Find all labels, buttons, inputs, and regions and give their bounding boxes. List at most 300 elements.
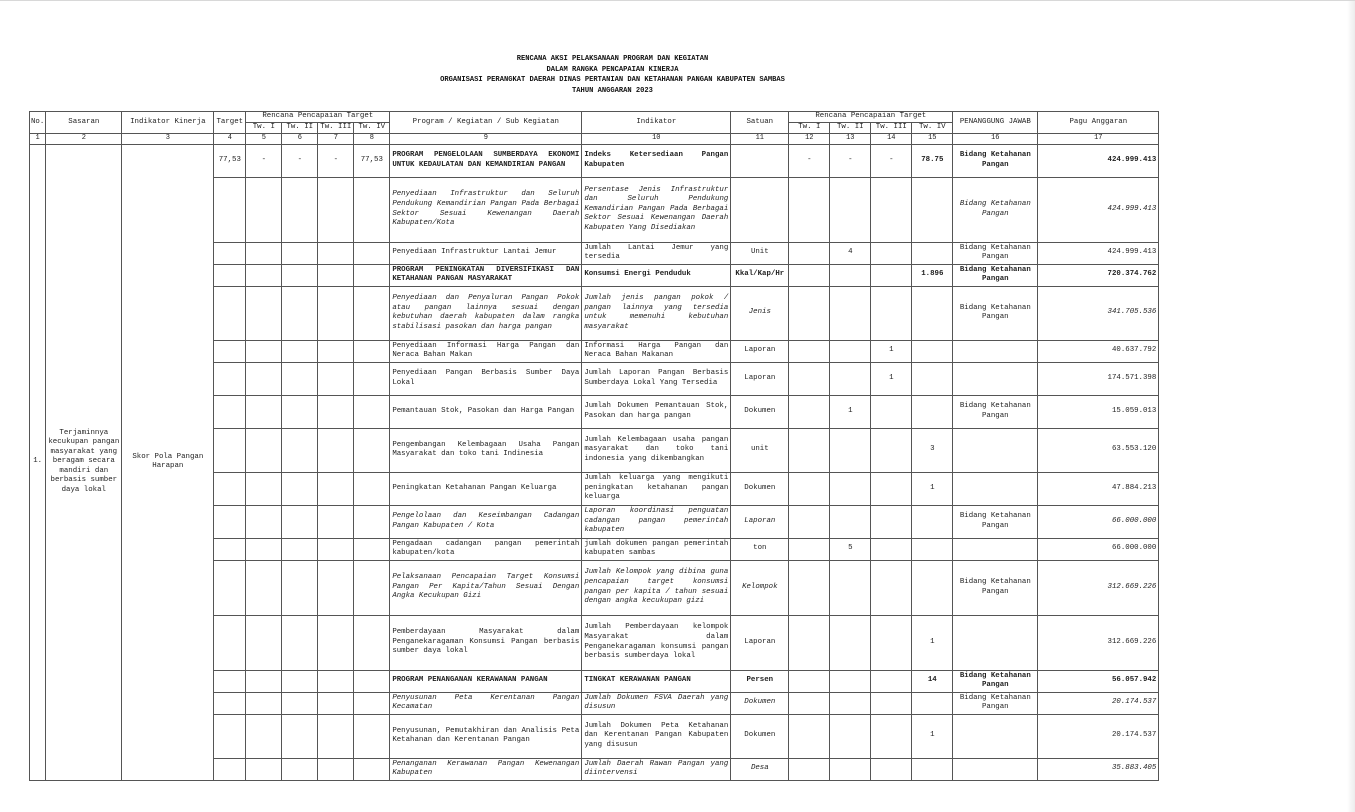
column-number: 3 [122, 134, 214, 145]
plan-tw3-cell [871, 395, 912, 428]
tw1-cell [246, 177, 282, 242]
plan-tw1-cell [789, 692, 830, 714]
tw1-cell [246, 505, 282, 538]
column-number: 12 [789, 134, 830, 145]
satuan-cell: Laporan [731, 340, 789, 362]
penanggung-jawab-cell: Bidang Ketahanan Pangan [953, 560, 1038, 615]
plan-tw3-cell: 1 [871, 362, 912, 395]
row-no: 1. [30, 144, 46, 780]
pagu-cell: 174.571.398 [1038, 362, 1159, 395]
tw4-cell [354, 264, 390, 286]
header-no: No. [30, 112, 46, 134]
penanggung-jawab-cell [953, 538, 1038, 560]
satuan-cell: Unit [731, 242, 789, 264]
pagu-cell: 66.000.000 [1038, 505, 1159, 538]
target-cell [214, 560, 246, 615]
plan-tw4-cell [912, 758, 953, 780]
plan-tw1-cell [789, 670, 830, 692]
tw1-cell [246, 538, 282, 560]
plan-tw1-cell [789, 560, 830, 615]
plan-tw2-cell: 1 [830, 395, 871, 428]
column-number-row [30, 134, 1159, 145]
column-number: 6 [282, 134, 318, 145]
program-cell: Penyediaan dan Penyaluran Pangan Pokok atau pangan lainnya sesuai dengan kebutuhan daerah kabupaten dalam rangka stabilisasi pasokan dan harga pangan [390, 286, 582, 340]
pagu-cell: 56.057.942 [1038, 670, 1159, 692]
tw2-cell [282, 615, 318, 670]
plan-tw4-cell [912, 395, 953, 428]
plan-tw1-cell [789, 362, 830, 395]
penanggung-jawab-cell [953, 472, 1038, 505]
plan-tw1-cell [789, 538, 830, 560]
satuan-cell: Desa [731, 758, 789, 780]
tw4-cell [354, 177, 390, 242]
satuan-cell: Dokumen [731, 472, 789, 505]
indikator-cell: Persentase Jenis Infrastruktur dan Seluruh Pendukung Kemandirian Pangan Pada Berbagai Sektor Sesuai Kewenangan Daerah Kabupaten Yang Disediakan [582, 177, 731, 242]
satuan-cell: Laporan [731, 505, 789, 538]
plan-tw1-cell [789, 242, 830, 264]
tw2-cell [282, 395, 318, 428]
program-cell: Pelaksanaan Pencapaian Target Konsumsi Pangan Per Kapita/Tahun Sesuai Dengan Angka Kecukupan Gizi [390, 560, 582, 615]
title-line-1: RENCANA AKSI PELAKSANAAN PROGRAM DAN KEGIATAN [516, 55, 709, 63]
pagu-cell: 15.059.013 [1038, 395, 1159, 428]
indikator-cell: Jumlah Dokumen Pemantauan Stok, Pasokan dan harga pangan [582, 395, 731, 428]
pagu-cell: 20.174.537 [1038, 692, 1159, 714]
plan-tw1-cell [789, 472, 830, 505]
penanggung-jawab-cell: Bidang Ketahanan Pangan [953, 177, 1038, 242]
plan-tw2-cell: - [830, 144, 871, 177]
indikator-cell: Jumlah Lantai Jemur yang tersedia [582, 242, 731, 264]
tw2-cell: - [282, 144, 318, 177]
program-cell: Penyediaan Infrastruktur Lantai Jemur [390, 242, 582, 264]
satuan-cell: Dokumen [731, 692, 789, 714]
plan-tw2-cell: 4 [830, 242, 871, 264]
plan-tw2-cell [830, 560, 871, 615]
tw4-cell [354, 692, 390, 714]
tw3-cell [318, 560, 354, 615]
plan-tw2-cell [830, 362, 871, 395]
plan-tw1-cell [789, 395, 830, 428]
plan-tw2-cell [830, 670, 871, 692]
tw1-cell [246, 472, 282, 505]
header-indikator-kinerja: Indikator Kinerja [122, 112, 214, 134]
tw4-cell [354, 340, 390, 362]
indikator-cell: Jumlah Laporan Pangan Berbasis Sumberdaya Lokal Yang Tersedia [582, 362, 731, 395]
penanggung-jawab-cell [953, 340, 1038, 362]
program-cell: PROGRAM PENINGKATAN DIVERSIFIKASI DAN KETAHANAN PANGAN MASYARAKAT [390, 264, 582, 286]
satuan-cell: Jenis [731, 286, 789, 340]
target-cell [214, 538, 246, 560]
program-cell: Penyediaan Informasi Harga Pangan dan Neraca Bahan Makan [390, 340, 582, 362]
indikator-cell: Jumlah jenis pangan pokok / pangan lainnya yang tersedia untuk memenuhi kebutuhan masyarakat [582, 286, 731, 340]
plan-tw4-cell: 1 [912, 472, 953, 505]
tw2-cell [282, 560, 318, 615]
target-cell [214, 177, 246, 242]
tw2-cell [282, 340, 318, 362]
plan-tw1-cell [789, 428, 830, 472]
plan-tw3-cell [871, 505, 912, 538]
plan-tw4-cell [912, 242, 953, 264]
table-row [30, 144, 1159, 177]
plan-tw2-cell [830, 714, 871, 758]
plan-tw4-cell: 14 [912, 670, 953, 692]
program-cell: Pengembangan Kelembagaan Usaha Pangan Masyarakat dan toko tani Indinesia [390, 428, 582, 472]
tw2-cell [282, 177, 318, 242]
plan-tw3-cell [871, 758, 912, 780]
target-cell [214, 428, 246, 472]
plan-tw3-cell [871, 714, 912, 758]
indikator-cell: Informasi Harga Pangan dan Neraca Bahan Makanan [582, 340, 731, 362]
tw3-cell [318, 340, 354, 362]
plan-tw3-cell [871, 286, 912, 340]
column-number: 10 [582, 134, 731, 145]
header-tw: Tw. IV [354, 123, 390, 134]
indikator-cell: Jumlah Dokumen Peta Ketahanan dan Kerentanan Pangan Kabupaten yang disusun [582, 714, 731, 758]
indikator-cell: Jumlah Dokumen FSVA Daerah yang disusun [582, 692, 731, 714]
indikator-cell: Jumlah keluarga yang mengikuti peningkatan ketahanan pangan keluarga [582, 472, 731, 505]
pagu-cell: 20.174.537 [1038, 714, 1159, 758]
sasaran-cell: Terjaminnya kecukupan pangan masyarakat yang beragam secara mandiri dan berbasis sumber daya lokal [46, 144, 122, 780]
tw3-cell [318, 505, 354, 538]
column-number: 5 [246, 134, 282, 145]
pagu-cell: 35.883.405 [1038, 758, 1159, 780]
header-tw: Tw. II [830, 123, 871, 134]
satuan-cell: Laporan [731, 615, 789, 670]
tw3-cell [318, 395, 354, 428]
header-tw: Tw. I [789, 123, 830, 134]
column-number: 14 [871, 134, 912, 145]
tw1-cell [246, 362, 282, 395]
program-cell: Penyusunan Peta Kerentanan Pangan Kecamatan [390, 692, 582, 714]
header-target: Target [214, 112, 246, 134]
satuan-cell [731, 144, 789, 177]
tw3-cell [318, 615, 354, 670]
tw1-cell [246, 560, 282, 615]
header-pagu-anggaran: Pagu Anggaran [1038, 112, 1159, 134]
tw4-cell [354, 242, 390, 264]
plan-tw1-cell [789, 286, 830, 340]
satuan-cell: Kelompok [731, 560, 789, 615]
plan-tw2-cell [830, 505, 871, 538]
indikator-cell: TINGKAT KERAWANAN PANGAN [582, 670, 731, 692]
plan-tw4-cell [912, 538, 953, 560]
plan-tw3-cell [871, 242, 912, 264]
pagu-cell: 63.553.120 [1038, 428, 1159, 472]
tw2-cell [282, 758, 318, 780]
plan-tw1-cell: - [789, 144, 830, 177]
plan-tw1-cell [789, 264, 830, 286]
header-rencana-pencapaian: Rencana Pencapaian Target [246, 112, 390, 123]
tw3-cell [318, 758, 354, 780]
tw1-cell [246, 758, 282, 780]
plan-tw1-cell [789, 340, 830, 362]
plan-tw1-cell [789, 505, 830, 538]
indikator-cell: jumlah dokumen pangan pemerintah kabupaten sambas [582, 538, 731, 560]
pagu-cell: 720.374.762 [1038, 264, 1159, 286]
tw4-cell: 77,53 [354, 144, 390, 177]
header-satuan: Satuan [731, 112, 789, 134]
indikator-cell: Jumlah Pemberdayaan kelompok Masyarakat dalam Penganekaragaman konsumsi pangan berbasis sumberdaya lokal [582, 615, 731, 670]
pagu-cell: 424.999.413 [1038, 242, 1159, 264]
header-tw: Tw. IV [912, 123, 953, 134]
penanggung-jawab-cell [953, 714, 1038, 758]
tw2-cell [282, 242, 318, 264]
tw2-cell [282, 286, 318, 340]
tw2-cell [282, 362, 318, 395]
plan-tw2-cell [830, 264, 871, 286]
plan-tw2-cell [830, 615, 871, 670]
target-cell [214, 362, 246, 395]
plan-tw1-cell [789, 177, 830, 242]
column-number: 8 [354, 134, 390, 145]
rencana-aksi-table [29, 111, 1159, 781]
plan-tw2-cell [830, 758, 871, 780]
target-cell [214, 615, 246, 670]
header-sasaran: Sasaran [46, 112, 122, 134]
plan-tw4-cell [912, 362, 953, 395]
target-cell [214, 340, 246, 362]
tw4-cell [354, 286, 390, 340]
tw2-cell [282, 264, 318, 286]
program-cell: Penyediaan Pangan Berbasis Sumber Daya Lokal [390, 362, 582, 395]
plan-tw2-cell: 5 [830, 538, 871, 560]
penanggung-jawab-cell: Bidang Ketahanan Pangan [953, 505, 1038, 538]
pagu-cell: 424.999.413 [1038, 177, 1159, 242]
title-line-3: ORGANISASI PERANGKAT DAERAH DINAS PERTANIAN DAN KETAHANAN PANGAN KABUPATEN SAMBAS [440, 76, 785, 85]
tw4-cell [354, 505, 390, 538]
program-cell: Pemantauan Stok, Pasokan dan Harga Pangan [390, 395, 582, 428]
plan-tw2-cell [830, 177, 871, 242]
plan-tw4-cell: 1 [912, 714, 953, 758]
plan-tw2-cell [830, 692, 871, 714]
plan-tw2-cell [830, 428, 871, 472]
target-cell [214, 286, 246, 340]
tw3-cell [318, 428, 354, 472]
target-cell [214, 692, 246, 714]
target-cell: 77,53 [214, 144, 246, 177]
tw1-cell [246, 428, 282, 472]
penanggung-jawab-cell: Bidang Ketahanan Pangan [953, 144, 1038, 177]
target-cell [214, 505, 246, 538]
tw2-cell [282, 538, 318, 560]
column-number: 2 [46, 134, 122, 145]
plan-tw3-cell: 1 [871, 340, 912, 362]
pagu-cell: 40.637.792 [1038, 340, 1159, 362]
penanggung-jawab-cell [953, 758, 1038, 780]
column-number: 7 [318, 134, 354, 145]
program-cell: Peningkatan Ketahanan Pangan Keluarga [390, 472, 582, 505]
plan-tw3-cell [871, 615, 912, 670]
penanggung-jawab-cell [953, 362, 1038, 395]
penanggung-jawab-cell [953, 428, 1038, 472]
indikator-kinerja-cell: Skor Pola Pangan Harapan [122, 144, 214, 780]
indikator-cell: Jumlah Kelompok yang dibina guna pencapaian target konsumsi pangan per kapita / tahun sesuai dengan angka kecukupan gizi [582, 560, 731, 615]
program-cell: Penanganan Kerawanan Pangan Kewenangan Kabupaten [390, 758, 582, 780]
penanggung-jawab-cell: Bidang Ketahanan Pangan [953, 670, 1038, 692]
tw3-cell [318, 538, 354, 560]
tw1-cell [246, 692, 282, 714]
tw1-cell: - [246, 144, 282, 177]
header-row [30, 112, 1159, 123]
column-number: 4 [214, 134, 246, 145]
tw1-cell [246, 670, 282, 692]
pagu-cell: 312.669.226 [1038, 615, 1159, 670]
tw4-cell [354, 670, 390, 692]
title-line-4: TAHUN ANGGARAN 2023 [572, 86, 653, 95]
program-cell: Pengadaan cadangan pangan pemerintah kabupaten/kota [390, 538, 582, 560]
pagu-cell: 312.669.226 [1038, 560, 1159, 615]
plan-tw3-cell [871, 670, 912, 692]
tw3-cell [318, 242, 354, 264]
plan-tw4-cell [912, 692, 953, 714]
penanggung-jawab-cell [953, 615, 1038, 670]
tw4-cell [354, 362, 390, 395]
plan-tw4-cell [912, 177, 953, 242]
plan-tw3-cell [871, 692, 912, 714]
header-indikator: Indikator [582, 112, 731, 134]
tw3-cell [318, 264, 354, 286]
plan-tw4-cell [912, 286, 953, 340]
program-cell: Penyediaan Infrastruktur dan Seluruh Pendukung Kemandirian Pangan Pada Berbagai Sektor Sesuai Kewenangan Daerah Kabupaten/Kota [390, 177, 582, 242]
tw3-cell [318, 692, 354, 714]
satuan-cell: unit [731, 428, 789, 472]
plan-tw2-cell [830, 340, 871, 362]
tw1-cell [246, 242, 282, 264]
plan-tw4-cell [912, 505, 953, 538]
penanggung-jawab-cell: Bidang Ketahanan Pangan [953, 242, 1038, 264]
column-number: 16 [953, 134, 1038, 145]
title-line-2: DALAM RANGKA PENCAPAIAN KINERJA [546, 65, 679, 74]
plan-tw4-cell: 1.896 [912, 264, 953, 286]
plan-tw3-cell [871, 472, 912, 505]
document-title-block [0, 54, 1225, 96]
penanggung-jawab-cell: Bidang Ketahanan Pangan [953, 264, 1038, 286]
tw4-cell [354, 758, 390, 780]
tw1-cell [246, 714, 282, 758]
target-cell [214, 714, 246, 758]
plan-tw3-cell [871, 177, 912, 242]
tw2-cell [282, 714, 318, 758]
satuan-cell: Dokumen [731, 395, 789, 428]
column-number: 13 [830, 134, 871, 145]
tw1-cell [246, 264, 282, 286]
tw1-cell [246, 286, 282, 340]
plan-tw3-cell [871, 428, 912, 472]
plan-tw1-cell [789, 758, 830, 780]
tw3-cell [318, 714, 354, 758]
plan-tw3-cell [871, 264, 912, 286]
indikator-cell: Jumlah Kelembagaan usaha pangan masyarakat dan toko tani indonesia yang dikembangkan [582, 428, 731, 472]
plan-tw1-cell [789, 615, 830, 670]
header-program: Program / Kegiatan / Sub Kegiatan [390, 112, 582, 134]
tw2-cell [282, 692, 318, 714]
column-number: 17 [1038, 134, 1159, 145]
satuan-cell: ton [731, 538, 789, 560]
plan-tw1-cell [789, 714, 830, 758]
satuan-cell [731, 177, 789, 242]
tw2-cell [282, 472, 318, 505]
tw3-cell [318, 286, 354, 340]
plan-tw3-cell: - [871, 144, 912, 177]
header-tw: Tw. III [871, 123, 912, 134]
tw4-cell [354, 472, 390, 505]
program-cell: Penyusunan, Pemutakhiran dan Analisis Peta Ketahanan dan Kerentanan Pangan [390, 714, 582, 758]
target-cell [214, 758, 246, 780]
tw2-cell [282, 428, 318, 472]
tw3-cell [318, 177, 354, 242]
tw4-cell [354, 538, 390, 560]
target-cell [214, 472, 246, 505]
plan-tw3-cell [871, 538, 912, 560]
plan-tw4-cell: 3 [912, 428, 953, 472]
plan-tw4-cell [912, 560, 953, 615]
indikator-cell: Indeks Ketersediaan Pangan Kabupaten [582, 144, 731, 177]
plan-tw2-cell [830, 472, 871, 505]
tw3-cell: - [318, 144, 354, 177]
column-number: 15 [912, 134, 953, 145]
pagu-cell: 424.999.413 [1038, 144, 1159, 177]
tw1-cell [246, 395, 282, 428]
tw3-cell [318, 670, 354, 692]
tw4-cell [354, 615, 390, 670]
tw4-cell [354, 560, 390, 615]
satuan-cell: Laporan [731, 362, 789, 395]
pagu-cell: 341.705.536 [1038, 286, 1159, 340]
page-edge [1347, 1, 1355, 812]
target-cell [214, 242, 246, 264]
penanggung-jawab-cell: Bidang Ketahanan Pangan [953, 395, 1038, 428]
penanggung-jawab-cell: Bidang Ketahanan Pangan [953, 692, 1038, 714]
column-number: 9 [390, 134, 582, 145]
tw3-cell [318, 362, 354, 395]
header-penanggung-jawab: PENANGGUNG JAWAB [953, 112, 1038, 134]
header-tw: Tw. II [282, 123, 318, 134]
satuan-cell: Dokumen [731, 714, 789, 758]
tw1-cell [246, 340, 282, 362]
pagu-cell: 47.884.213 [1038, 472, 1159, 505]
header-rencana-pencapaian-2: Rencana Pencapaian Target [789, 112, 953, 123]
header-tw: Tw. I [246, 123, 282, 134]
target-cell [214, 670, 246, 692]
plan-tw2-cell [830, 286, 871, 340]
plan-tw3-cell [871, 560, 912, 615]
plan-tw4-cell [912, 340, 953, 362]
tw4-cell [354, 395, 390, 428]
target-cell [214, 395, 246, 428]
tw2-cell [282, 505, 318, 538]
indikator-cell: Jumlah Daerah Rawan Pangan yang diintervensi [582, 758, 731, 780]
program-cell: PROGRAM PENANGANAN KERAWANAN PANGAN [390, 670, 582, 692]
pagu-cell: 66.000.000 [1038, 538, 1159, 560]
header-tw: Tw. III [318, 123, 354, 134]
satuan-cell: Persen [731, 670, 789, 692]
satuan-cell: Kkal/Kap/Hr [731, 264, 789, 286]
column-number: 1 [30, 134, 46, 145]
column-number: 11 [731, 134, 789, 145]
target-cell [214, 264, 246, 286]
tw1-cell [246, 615, 282, 670]
tw2-cell [282, 670, 318, 692]
indikator-cell: Konsumsi Energi Penduduk [582, 264, 731, 286]
tw3-cell [318, 472, 354, 505]
plan-tw4-cell: 1 [912, 615, 953, 670]
penanggung-jawab-cell: Bidang Ketahanan Pangan [953, 286, 1038, 340]
tw4-cell [354, 714, 390, 758]
tw4-cell [354, 428, 390, 472]
indikator-cell: Laporan koordinasi penguatan cadangan pangan pemerintah kabupaten [582, 505, 731, 538]
plan-tw4-cell: 78.75 [912, 144, 953, 177]
program-cell: Pemberdayaan Masyarakat dalam Penganekaragaman Konsumsi Pangan berbasis sumber daya lokal [390, 615, 582, 670]
program-cell: PROGRAM PENGELOLAAN SUMBERDAYA EKONOMI UNTUK KEDAULATAN DAN KEMANDIRIAN PANGAN [390, 144, 582, 177]
